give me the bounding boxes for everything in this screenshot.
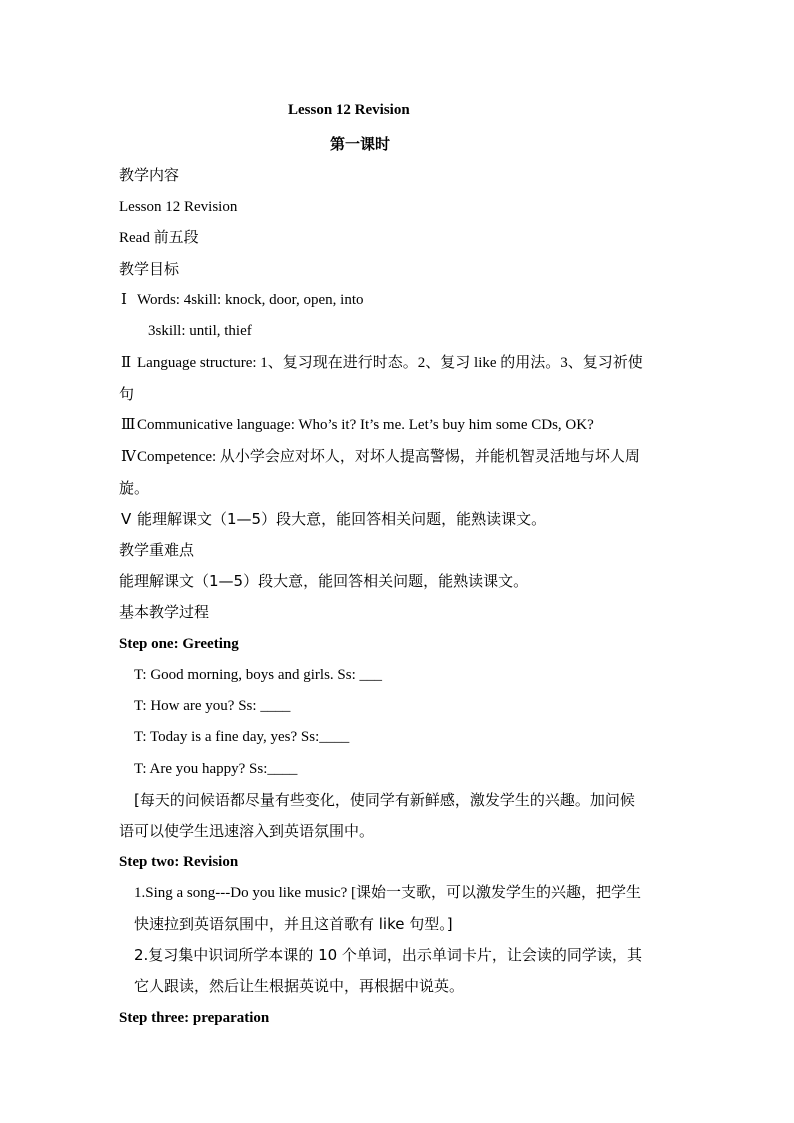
document-title: Lesson 12 Revision bbox=[288, 102, 410, 118]
section-heading-process: 基本教学过程 bbox=[119, 603, 210, 621]
objective-4-continuation: 旋。 bbox=[119, 479, 150, 497]
step-one-title: Step one: Greeting bbox=[119, 636, 239, 652]
document-subtitle: 第一课时 bbox=[330, 135, 391, 153]
objective-1-sub: 3skill: until, thief bbox=[148, 323, 252, 339]
objective-5-text: 能理解课文（1—5）段大意，能回答相关问题，能熟读课文。 bbox=[137, 510, 547, 528]
revision-item-2: 2.复习集中识词所学本课的 10 个单词，出示单词卡片，让会读的同学读，其 bbox=[134, 946, 642, 964]
revision-item-1: 1.Sing a song---Do you like music? [课始一支歌，可以激发学生的兴趣，把学生 bbox=[134, 885, 642, 901]
section-heading-difficulty: 教学重难点 bbox=[119, 541, 195, 559]
section-heading-content: 教学内容 bbox=[119, 166, 180, 184]
objective-5-number: Ⅴ bbox=[121, 510, 132, 528]
objective-2-number: Ⅱ bbox=[121, 355, 132, 371]
objective-4 bbox=[121, 447, 681, 467]
step-one-note: [每天的问候语都尽量有些变化，使同学有新鲜感，激发学生的兴趣。加问候 bbox=[134, 791, 635, 809]
step-two-title: Step two: Revision bbox=[119, 854, 239, 870]
objective-1 bbox=[121, 290, 681, 310]
greeting-line-4: T: Are you happy? Ss:____ bbox=[134, 761, 298, 777]
objective-3 bbox=[121, 415, 681, 435]
greeting-line-3: T: Today is a fine day, yes? Ss:____ bbox=[134, 729, 350, 745]
step-one-note-continuation: 语可以使学生迅速溶入到英语氛围中。 bbox=[119, 822, 375, 840]
difficulty-text: 能理解课文（1—5）段大意，能回答相关问题，能熟读课文。 bbox=[119, 572, 529, 590]
objective-5 bbox=[121, 509, 681, 529]
objective-1-text: Words: 4skill: knock, door, open, into bbox=[137, 292, 364, 308]
step-three-title: Step three: preparation bbox=[119, 1010, 270, 1026]
content-line-lesson: Lesson 12 Revision bbox=[119, 199, 238, 215]
objective-3-number: Ⅲ bbox=[121, 417, 136, 433]
objective-2-text: Language structure: 1、复习现在进行时态。2、复习 like 的用法。3、复习祈使 bbox=[137, 355, 643, 371]
objective-2 bbox=[121, 353, 681, 373]
objective-4-text: Competence: 从小学会应对坏人，对坏人提高警惕，并能机智灵活地与坏人周 bbox=[137, 449, 640, 465]
greeting-line-1: T: Good morning, boys and girls. Ss: ___ bbox=[134, 667, 383, 683]
section-heading-objectives: 教学目标 bbox=[119, 260, 180, 278]
objective-2-continuation: 句 bbox=[119, 385, 135, 403]
greeting-line-2: T: How are you? Ss: ____ bbox=[134, 698, 291, 714]
revision-item-2-continuation: 它人跟读，然后让生根据英说中，再根据中说英。 bbox=[134, 977, 465, 995]
objective-3-text: Communicative language: Who’s it? It’s me. Let’s buy him some CDs, OK? bbox=[137, 417, 594, 433]
content-line-read: Read 前五段 bbox=[119, 230, 199, 246]
objective-1-number: Ⅰ bbox=[121, 292, 127, 308]
objective-4-number: Ⅳ bbox=[121, 449, 136, 465]
revision-item-1-continuation: 快速拉到英语氛围中，并且这首歌有 like 句型。] bbox=[134, 915, 453, 933]
